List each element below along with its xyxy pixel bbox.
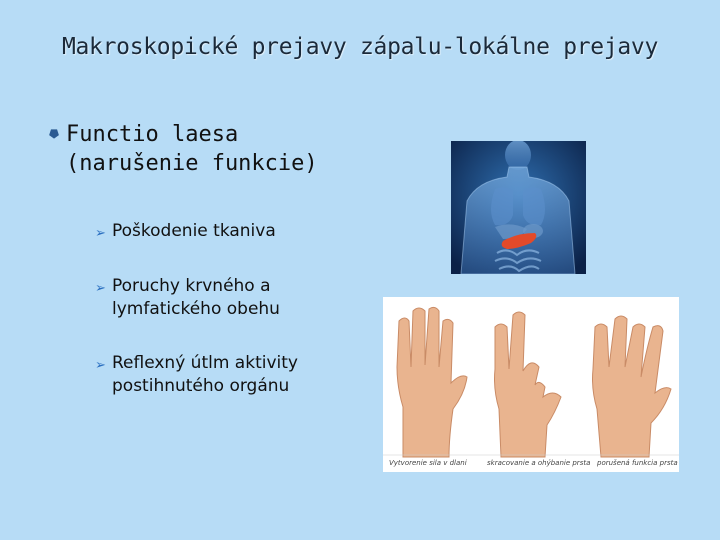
slide-title: Makroskopické prejavy zápalu-lokálne prejavy (61, 34, 659, 60)
arrow-bullet-icon: ➢ (95, 226, 106, 241)
hands-illustration-image (383, 297, 679, 472)
main-bullet-text: Functio laesa (narušenie funkcie) (66, 122, 318, 176)
hand-caption: Vytvorenie sila v dlani (389, 459, 467, 467)
sub-bullet-text: Poruchy krvného a lymfatického obehu (112, 276, 280, 319)
main-bullet (48, 120, 366, 178)
arrow-bullet-icon: ➢ (95, 358, 106, 373)
hand-caption: skracovanie a ohýbanie prsta (487, 459, 591, 467)
sub-bullet (95, 220, 347, 245)
hand-caption: porušená funkcia prsta (597, 459, 678, 467)
torso-organs-image (451, 141, 586, 274)
sub-bullet (95, 352, 347, 398)
sub-bullet-text: Poškodenie tkaniva (112, 221, 276, 241)
arrow-bullet-icon: ➢ (95, 281, 106, 296)
sub-bullet-text: Reflexný útlm aktivity postihnutého orgánu (112, 353, 298, 396)
sub-bullet (95, 275, 347, 321)
bullet-marker-icon: ⯂ (48, 128, 59, 143)
